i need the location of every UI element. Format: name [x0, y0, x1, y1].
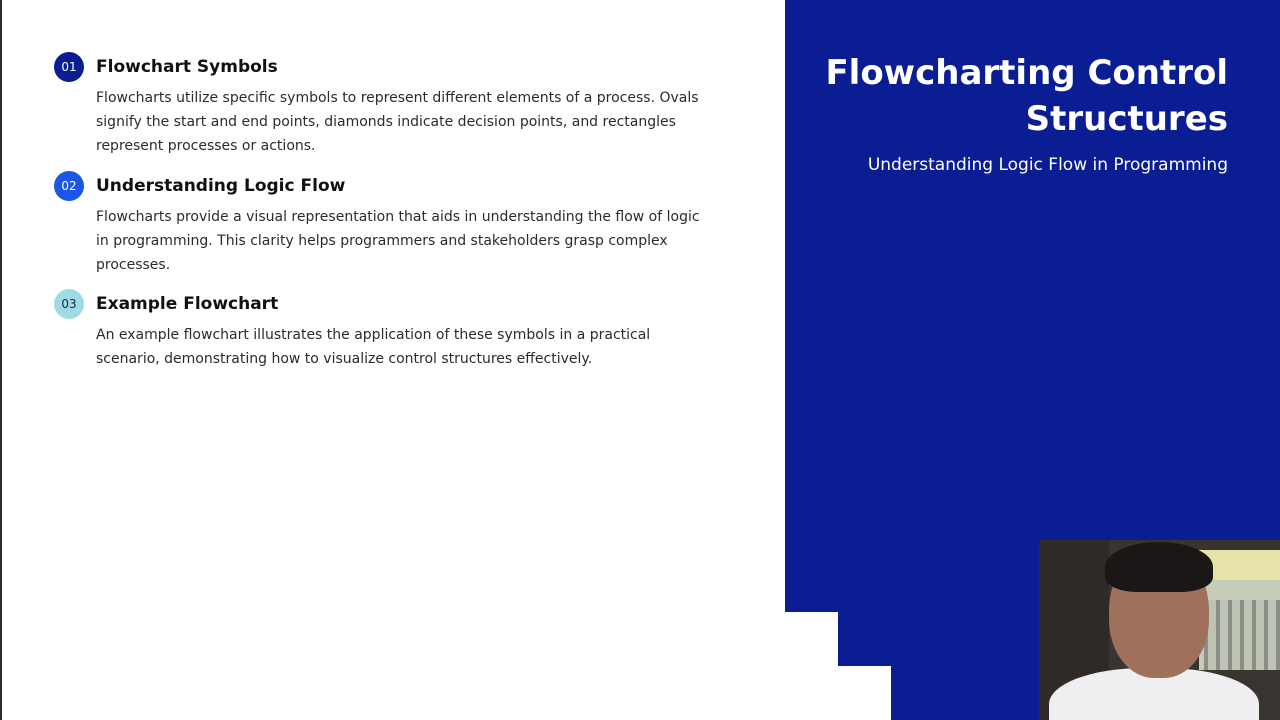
number-badge: 03 [54, 289, 84, 319]
webcam-overlay [1039, 540, 1280, 720]
presenter-hair [1105, 542, 1213, 592]
item-description: Flowcharts provide a visual representation that aids in understanding the flow of logic in programming. This clarity helps programmers and stakeholders grasp complex processes. [96, 209, 700, 273]
webcam-window-grille [1204, 600, 1280, 670]
item-description: An example flowchart illustrates the application of these symbols in a practical scenario, demonstrating how to visualize control structures effectively. [96, 327, 651, 367]
slide-subtitle: Understanding Logic Flow in Programming [867, 155, 1228, 175]
number-badge: 02 [54, 171, 84, 201]
slide-title: Flowcharting Control Structures [825, 53, 1228, 139]
item-title: Flowchart Symbols [96, 57, 278, 77]
item-description: Flowcharts utilize specific symbols to represent different elements of a process. Ovals signify the start and end points, diamonds indicate decision points, and rectangles represent processes or actions. [96, 90, 699, 154]
number-badge: 01 [54, 52, 84, 82]
slide-left-border [0, 0, 2, 720]
item-title: Example Flowchart [96, 294, 279, 314]
item-title: Understanding Logic Flow [96, 176, 346, 196]
